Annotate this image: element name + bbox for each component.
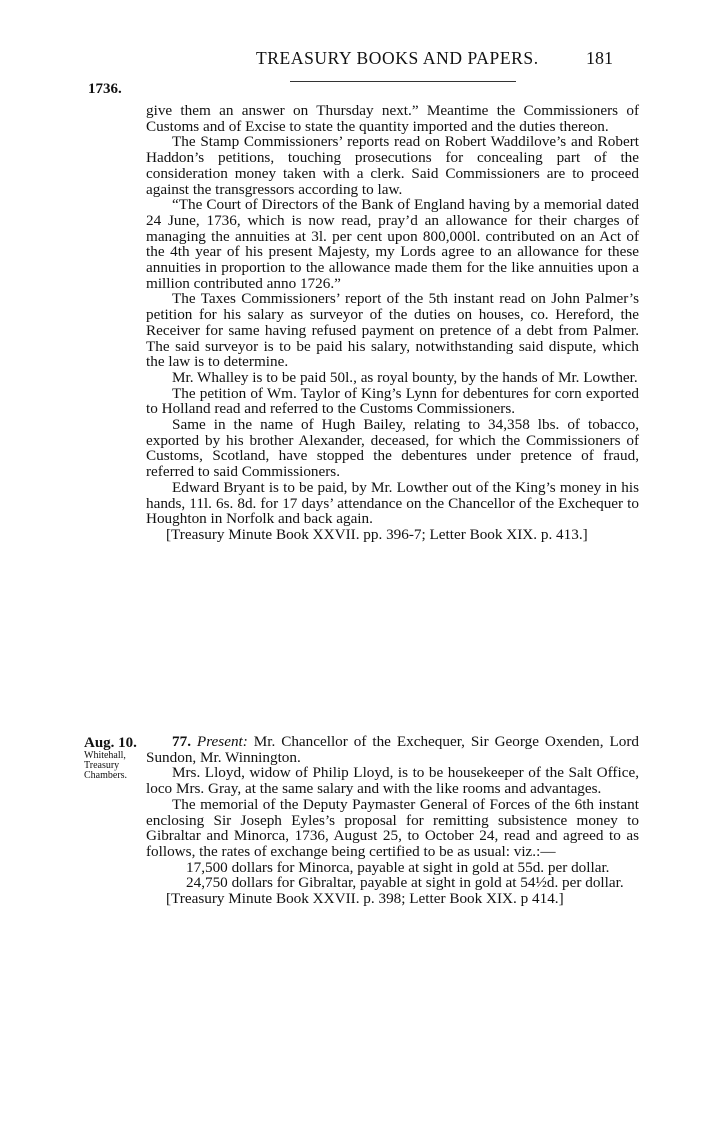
- paragraph: give them an answer on Thursday next.” Meantime the Commissioners of Customs and of Excise to state the quantity imported and the duties thereon.: [146, 102, 639, 135]
- citation: [Treasury Minute Book XXVII. p. 398; Letter Book XIX. p 414.]: [166, 890, 564, 908]
- paragraph: The petition of Wm. Taylor of King’s Lynn for debentures for corn exported to Holland read and referred to the Customs Commissioners.: [146, 384, 639, 418]
- paragraph: “The Court of Directors of the Bank of England having by a memorial dated 24 June, 1736, which is now read, pray’d an allowance for their charges of managing the annuities at 3l. per cent upon 800,000l. contributed on an Act of the 4th year of his present Majesty, my Lords agree to an allowance for these annuities in proportion to the allowance made them for the like annuities upon a million contributed anno 1726.”: [146, 196, 639, 292]
- page-number: 181: [586, 48, 613, 68]
- entry-heading: [146, 734, 639, 765]
- present-text: Mr. Chancellor of the Exchequer, Sir George Oxenden, Lord Sundon, Mr. Winnington.: [146, 733, 640, 766]
- paragraph: The memorial of the Deputy Paymaster General of Forces of the 6th instant enclosing Sir Joseph Eyles’s proposal for remitting subsistence money to Gibraltar and Minorca, 1736, August 25, to October 24, read and agreed to as follows, the rates of exchange being certified to be as usual: viz.:—: [146, 795, 639, 860]
- running-title: TREASURY BOOKS AND PAPERS.: [256, 48, 539, 68]
- entry-margin: [84, 735, 146, 781]
- entry-place: Whitehall, Treasury Chambers.: [84, 750, 128, 781]
- paragraph: Same in the name of Hugh Bailey, relating to 34,358 lbs. of tobacco, exported by his brother Alexander, deceased, for which the Commissioners of Customs, Scotland, have stopped the debentures under pretence of fraud, referred to said Commissioners.: [146, 416, 639, 481]
- entry-number: 77.: [172, 733, 191, 750]
- list-item: 17,500 dollars for Minorca, payable at sight in gold at 55d. per dollar.: [186, 858, 610, 876]
- paragraph: The Taxes Commissioners’ report of the 5th instant read on John Palmer’s petition for his salary as surveyor of the duties on houses, co. Hereford, the Receiver for same having refused payment on pretence of a debt from Palmer. The said surveyor is to be paid his salary, notwithstanding said dispute, which the law is to determine.: [146, 290, 639, 371]
- paragraph: Edward Bryant is to be paid, by Mr. Lowther out of the King’s money in his hands, 11l. 6s. 8d. for 17 days’ attendance on the Chancellor of the Exchequer to Houghton in Norfolk and back again.: [146, 478, 639, 528]
- paragraph: Mr. Whalley is to be paid 50l., as royal bounty, by the hands of Mr. Lowther.: [172, 368, 638, 386]
- present-label: Present:: [196, 733, 248, 750]
- page-header: [0, 48, 722, 74]
- paragraph: Mrs. Lloyd, widow of Philip Lloyd, is to be housekeeper of the Salt Office, loco Mrs. Gray, at the same salary and with the like rooms and advantages.: [146, 764, 639, 798]
- citation: [Treasury Minute Book XXVII. pp. 396-7; Letter Book XIX. p. 413.]: [166, 525, 588, 543]
- header-rule: [290, 81, 516, 82]
- main-text: [146, 103, 639, 543]
- year-margin: 1736.: [88, 81, 122, 97]
- entry-date: Aug. 10.: [84, 735, 137, 751]
- list-item: 24,750 dollars for Gibraltar, payable at sight in gold at 54½d. per dollar.: [186, 874, 624, 892]
- entry-77: [146, 734, 639, 907]
- paragraph: The Stamp Commissioners’ reports read on Robert Waddilove’s and Robert Haddon’s petitions, touching prosecutions for concealing part of the consideration money taken with a clerk. Said Commissioners are to proceed against the transgressors according to law.: [146, 133, 639, 198]
